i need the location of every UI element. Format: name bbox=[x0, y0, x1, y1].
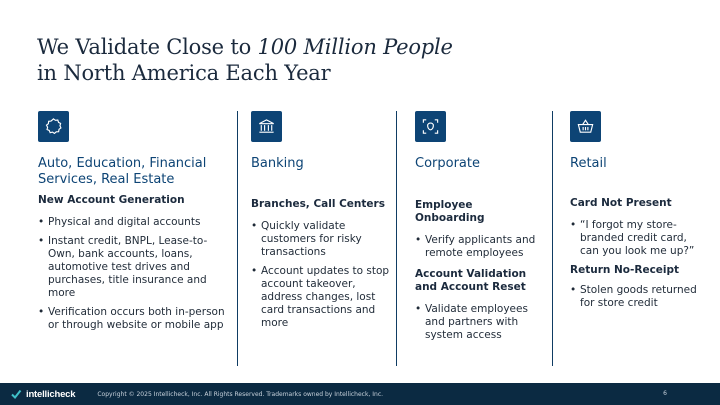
bullet-list bbox=[38, 216, 233, 332]
column-banking bbox=[251, 111, 391, 336]
logo-mark-icon bbox=[10, 388, 22, 400]
column-divider bbox=[552, 111, 553, 366]
badge-icon bbox=[38, 111, 69, 142]
category-label: Banking bbox=[251, 156, 304, 171]
bank-icon bbox=[251, 111, 282, 142]
page-title bbox=[37, 34, 697, 86]
section-heading: Branches, Call Centers bbox=[251, 198, 385, 210]
list-item: • Verify applicants and remote employees bbox=[415, 234, 545, 260]
bullet-list bbox=[415, 303, 545, 342]
list-item: • Physical and digital accounts bbox=[38, 216, 233, 229]
title-line1-prefix: We Validate Close to bbox=[37, 35, 258, 59]
list-item: • Verification occurs both in-person or through website or mobile app bbox=[38, 306, 233, 332]
page-number: 6 bbox=[663, 390, 667, 397]
category-label: Retail bbox=[570, 156, 607, 171]
bullet-list bbox=[251, 220, 391, 330]
bullet-list bbox=[570, 219, 708, 258]
section-heading: Card Not Present bbox=[570, 197, 672, 209]
column-corporate bbox=[415, 111, 545, 348]
category-label: Corporate bbox=[415, 156, 480, 171]
column-retail bbox=[570, 111, 708, 316]
list-item: • Account updates to stop account takeover, address changes, lost card transactions and more bbox=[251, 265, 391, 330]
list-item: • “I forgot my store-branded credit card, can you look me up?” bbox=[570, 219, 708, 258]
list-item: • Quickly validate customers for risky transactions bbox=[251, 220, 391, 259]
person-scan-icon bbox=[415, 111, 446, 142]
logo-text: intellicheck bbox=[26, 388, 76, 400]
bullet-list bbox=[570, 284, 708, 310]
list-item: • Stolen goods returned for store credit bbox=[570, 284, 708, 310]
column-divider bbox=[396, 111, 397, 366]
column-divider bbox=[237, 111, 238, 366]
column-auto-education bbox=[38, 111, 233, 338]
section-heading: Return No-Receipt bbox=[570, 264, 680, 276]
company-logo bbox=[10, 388, 75, 400]
title-emphasis: 100 Million People bbox=[257, 35, 453, 59]
copyright-text: Copyright © 2025 Intellicheck, Inc. All Rights Reserved. Trademarks owned by Intellicheck, Inc. bbox=[97, 390, 384, 398]
section-heading: New Account Generation bbox=[38, 194, 185, 206]
category-label: Auto, Education, Financial Services, Real Estate bbox=[38, 156, 207, 187]
bullet-list bbox=[415, 234, 545, 260]
list-item: • Validate employees and partners with system access bbox=[415, 303, 545, 342]
section-heading: Employee Onboarding bbox=[415, 199, 485, 224]
list-item: • Instant credit, BNPL, Lease-to-Own, bank accounts, loans, automotive test drives and purchases, title insurance and more bbox=[38, 235, 233, 300]
footer-bar bbox=[0, 383, 720, 405]
title-line2: in North America Each Year bbox=[37, 61, 331, 85]
section-heading: Account Validation and Account Reset bbox=[415, 268, 527, 293]
basket-icon bbox=[570, 111, 601, 142]
